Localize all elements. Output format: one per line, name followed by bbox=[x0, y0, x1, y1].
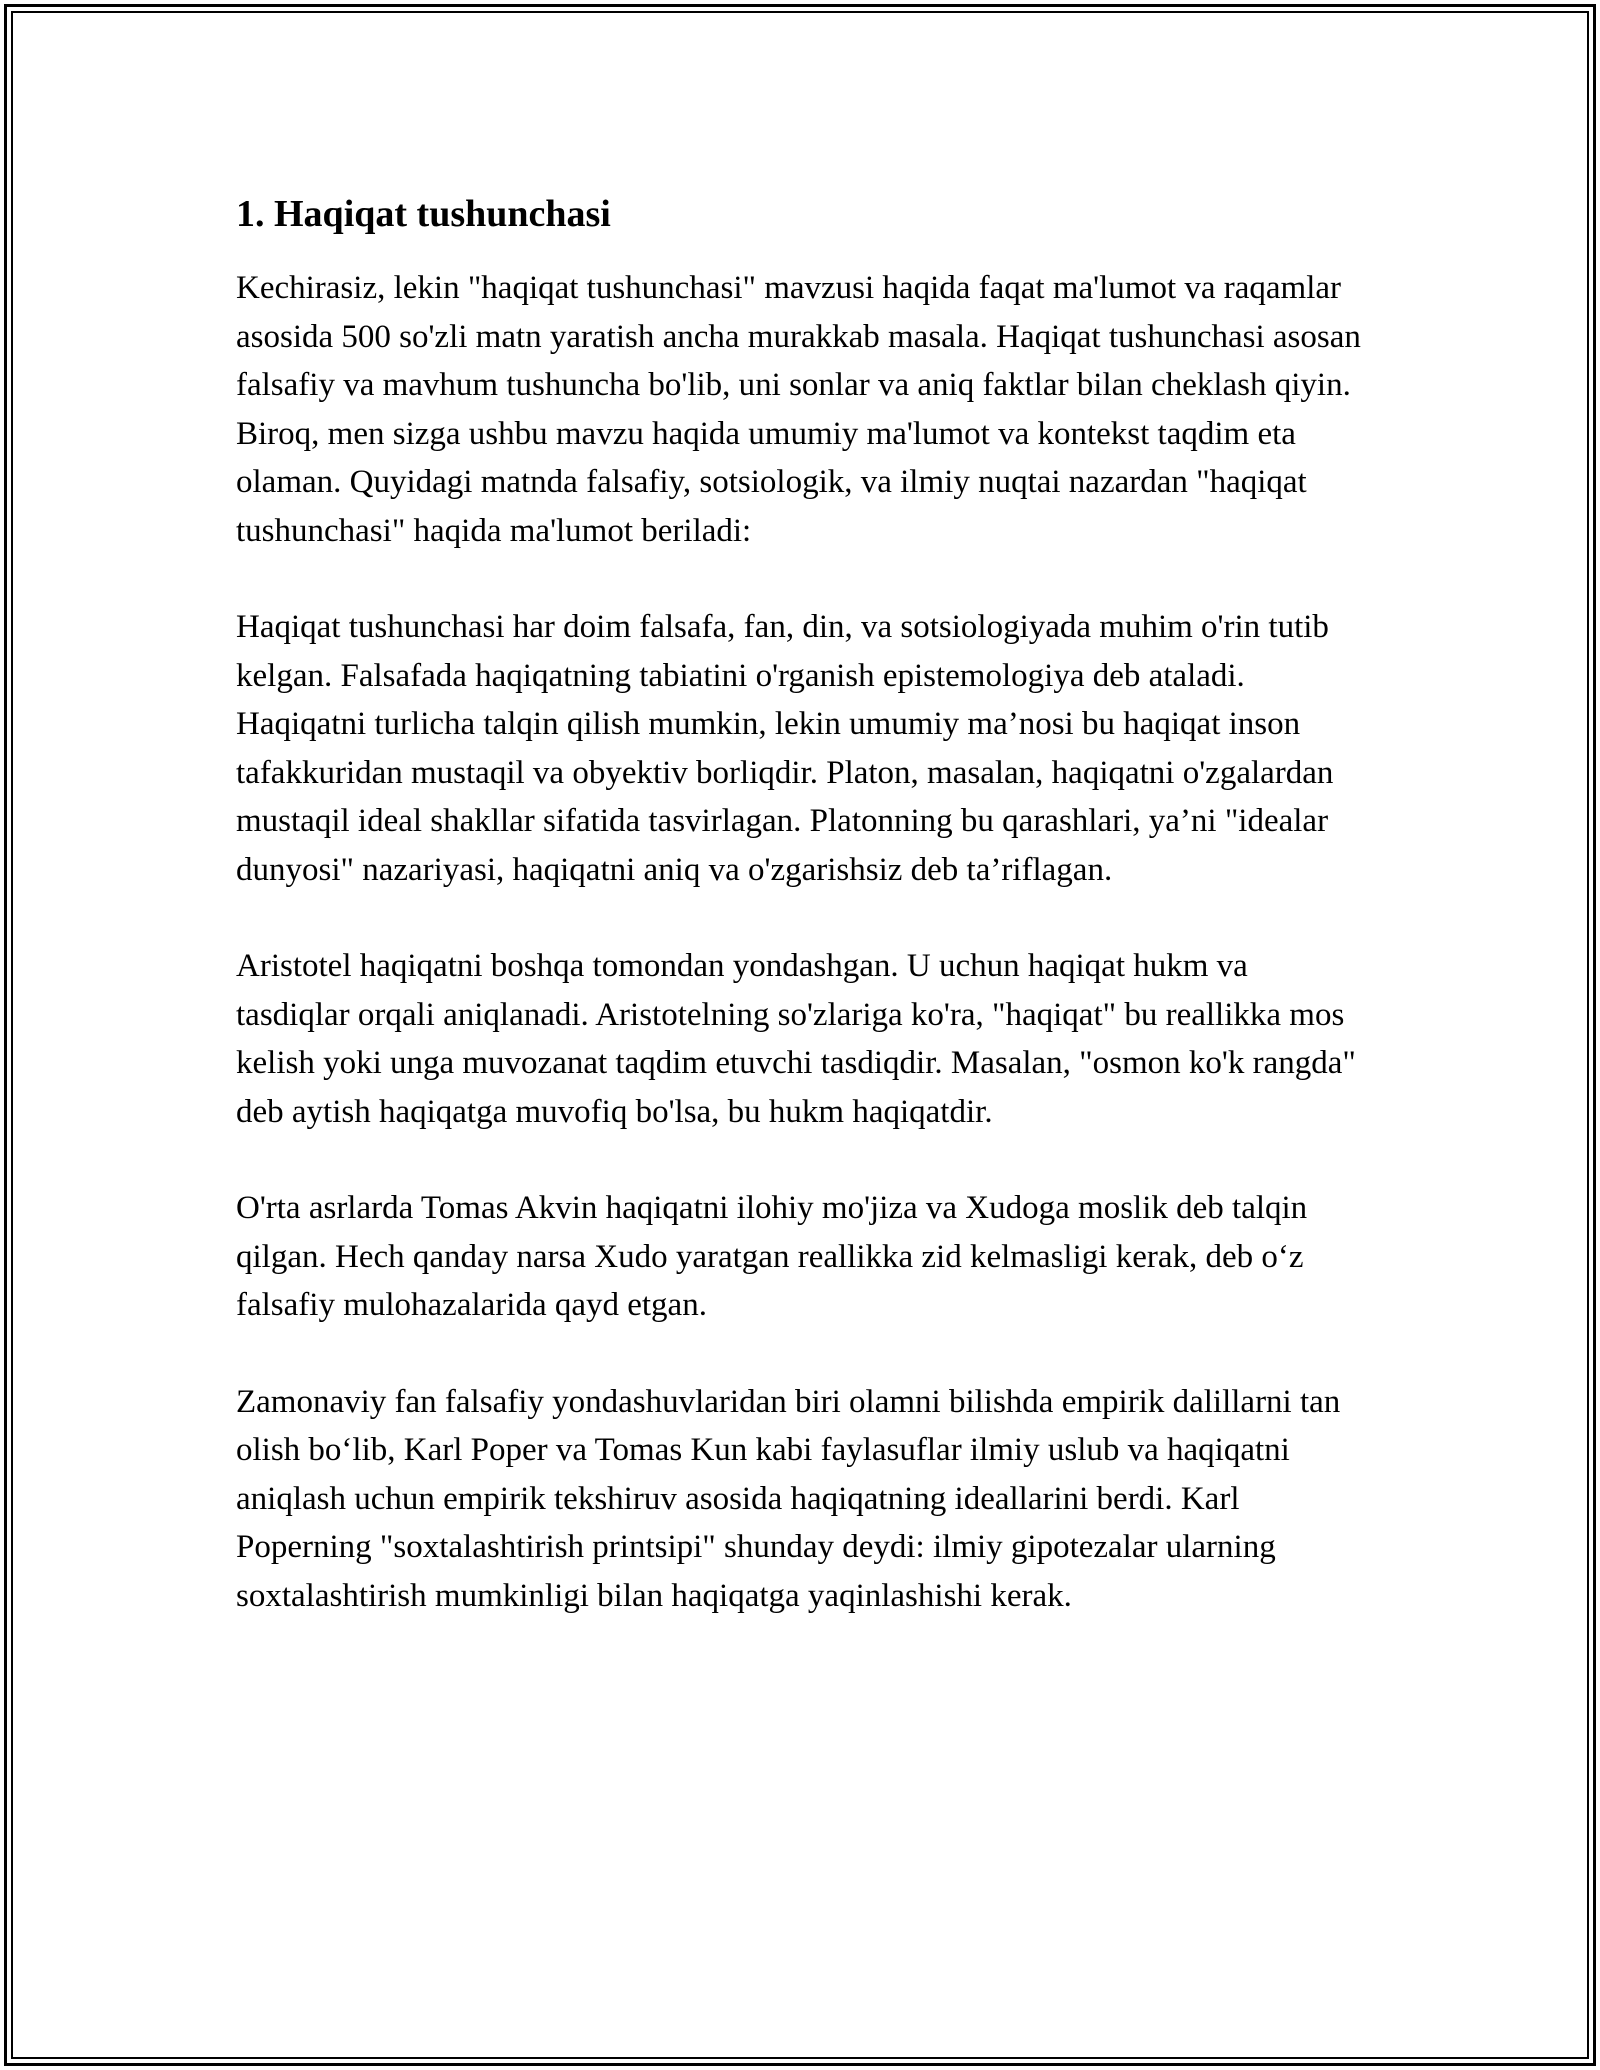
paragraph-platon: Haqiqat tushunchasi har doim falsafa, fan, din, va sotsiologiyada muhim o'rin tutib kelgan. Falsafada haqiqatning tabiatini o'rganish epistemologiya deb ataladi. Haqiqatni turlicha talqin qilish mumkin, lekin umumiy ma’nosi bu haqiqat inson tafakkuridan mustaqil va obyektiv borliqdir. Platon, masalan, haqiqatni o'zgalardan mustaqil ideal shakllar sifatida tasvirlagan. Platonning bu qarashlari, ya’ni "idealar dunyosi" nazariyasi, haqiqatni aniq va o'zgarishsiz deb ta’riflagan. bbox=[236, 609, 1334, 888]
document-body bbox=[236, 186, 1366, 1668]
paragraph-akvin: O'rta asrlarda Tomas Akvin haqiqatni ilohiy mo'jiza va Xudoga moslik deb talqin qilgan. Hech qanday narsa Xudo yaratgan reallikka zid kelmasligi kerak, deb o‘z falsafiy mulohazalarida qayd etgan. bbox=[236, 1190, 1308, 1323]
paragraph-aristotel: Aristotel haqiqatni boshqa tomondan yondashgan. U uchun haqiqat hukm va tasdiqlar orqali aniqlanadi. Aristotelning so'zlariga ko'ra, "haqiqat" bu reallikka mos kelish yoki unga muvozanat taqdim etuvchi tasdiqdir. Masalan, "osmon ko'k rangda" deb aytish haqiqatga muvofiq bo'lsa, bu hukm haqiqatdir. bbox=[236, 948, 1356, 1130]
paragraph-zamonaviy-fan: Zamonaviy fan falsafiy yondashuvlaridan biri olamni bilishda empirik dalillarni tan olish bo‘lib, Karl Poper va Tomas Kun kabi faylasuflar ilmiy uslub va haqiqatni aniqlash uchun empirik tekshiruv asosida haqiqatning ideallarini berdi. Karl Poperning "soxtalashtirish printsipi" shunday deydi: ilmiy gipotezalar ularning soxtalashtirish mumkinligi bilan haqiqatga yaqinlashishi kerak. bbox=[236, 1383, 1341, 1614]
paragraph-intro: Kechirasiz, lekin "haqiqat tushunchasi" mavzusi haqida faqat ma'lumot va raqamlar asosida 500 so'zli matn yaratish ancha murakkab masala. Haqiqat tushunchasi asosan falsafiy va mavhum tushuncha bo'lib, uni sonlar va aniq faktlar bilan cheklash qiyin. Biroq, men sizga ushbu mavzu haqida umumiy ma'lumot va kontekst taqdim eta olaman. Quyidagi matnda falsafiy, sotsiologik, va ilmiy nuqtai nazardan "haqiqat tushunchasi" haqida ma'lumot beriladi: bbox=[236, 270, 1361, 549]
section-heading: 1. Haqiqat tushunchasi bbox=[236, 193, 611, 235]
